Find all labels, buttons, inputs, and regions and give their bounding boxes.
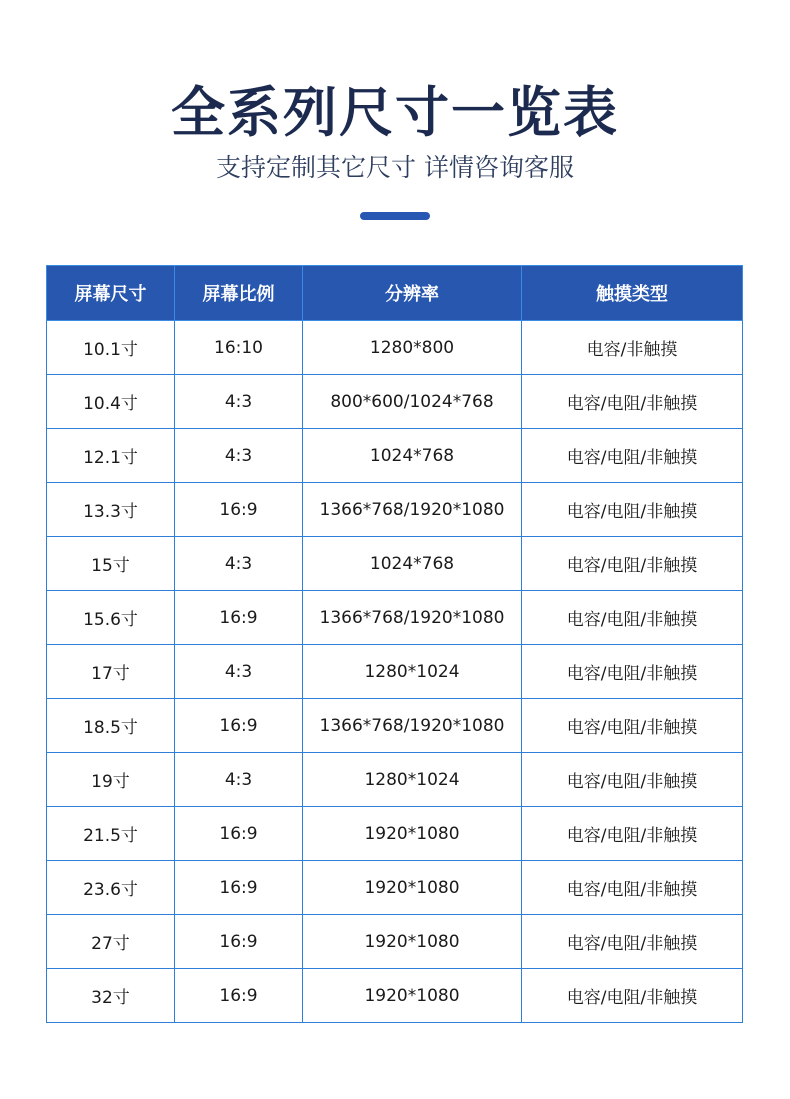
- cell-screen-size: 15寸: [47, 537, 175, 591]
- header-resolution: 分辨率: [303, 266, 522, 321]
- cell-touch-type: 电容/电阻/非触摸: [522, 483, 743, 537]
- cell-aspect-ratio: 4:3: [175, 537, 303, 591]
- cell-resolution: 1366*768/1920*1080: [303, 591, 522, 645]
- cell-screen-size: 17寸: [47, 645, 175, 699]
- header-screen-size: 屏幕尺寸: [47, 266, 175, 321]
- cell-touch-type: 电容/电阻/非触摸: [522, 807, 743, 861]
- cell-screen-size: 21.5寸: [47, 807, 175, 861]
- cell-aspect-ratio: 16:9: [175, 861, 303, 915]
- table-row: [47, 591, 743, 645]
- cell-aspect-ratio: 16:9: [175, 699, 303, 753]
- cell-resolution: 1920*1080: [303, 915, 522, 969]
- cell-resolution: 1024*768: [303, 537, 522, 591]
- cell-aspect-ratio: 4:3: [175, 375, 303, 429]
- cell-touch-type: 电容/电阻/非触摸: [522, 591, 743, 645]
- cell-touch-type: 电容/非触摸: [522, 321, 743, 375]
- table-row: [47, 807, 743, 861]
- cell-resolution: 1920*1080: [303, 861, 522, 915]
- header-aspect-ratio: 屏幕比例: [175, 266, 303, 321]
- cell-touch-type: 电容/电阻/非触摸: [522, 753, 743, 807]
- cell-touch-type: 电容/电阻/非触摸: [522, 969, 743, 1023]
- cell-resolution: 1366*768/1920*1080: [303, 483, 522, 537]
- cell-aspect-ratio: 16:9: [175, 969, 303, 1023]
- cell-aspect-ratio: 16:9: [175, 591, 303, 645]
- cell-resolution: 1280*1024: [303, 645, 522, 699]
- title-divider: [360, 212, 430, 220]
- cell-touch-type: 电容/电阻/非触摸: [522, 429, 743, 483]
- cell-aspect-ratio: 4:3: [175, 753, 303, 807]
- cell-aspect-ratio: 16:9: [175, 915, 303, 969]
- cell-resolution: 1920*1080: [303, 807, 522, 861]
- cell-aspect-ratio: 16:9: [175, 483, 303, 537]
- cell-screen-size: 15.6寸: [47, 591, 175, 645]
- table-row: [47, 483, 743, 537]
- cell-aspect-ratio: 4:3: [175, 645, 303, 699]
- page-title: 全系列尺寸一览表: [171, 81, 619, 144]
- cell-resolution: 1024*768: [303, 429, 522, 483]
- cell-resolution: 1366*768/1920*1080: [303, 699, 522, 753]
- cell-aspect-ratio: 16:10: [175, 321, 303, 375]
- table-row: [47, 861, 743, 915]
- table-row: [47, 969, 743, 1023]
- cell-screen-size: 27寸: [47, 915, 175, 969]
- cell-touch-type: 电容/电阻/非触摸: [522, 537, 743, 591]
- table-row: [47, 915, 743, 969]
- size-spec-table: [46, 265, 743, 1023]
- cell-aspect-ratio: 4:3: [175, 429, 303, 483]
- table-row: [47, 429, 743, 483]
- cell-screen-size: 12.1寸: [47, 429, 175, 483]
- table-row: [47, 537, 743, 591]
- table-row: [47, 645, 743, 699]
- cell-touch-type: 电容/电阻/非触摸: [522, 861, 743, 915]
- table-row: [47, 699, 743, 753]
- header-touch-type: 触摸类型: [522, 266, 743, 321]
- cell-resolution: 1280*800: [303, 321, 522, 375]
- table-body: [47, 321, 743, 1023]
- cell-resolution: 800*600/1024*768: [303, 375, 522, 429]
- table-header-row: [47, 266, 743, 321]
- cell-touch-type: 电容/电阻/非触摸: [522, 645, 743, 699]
- cell-resolution: 1280*1024: [303, 753, 522, 807]
- cell-touch-type: 电容/电阻/非触摸: [522, 699, 743, 753]
- cell-resolution: 1920*1080: [303, 969, 522, 1023]
- cell-touch-type: 电容/电阻/非触摸: [522, 375, 743, 429]
- table-row: [47, 753, 743, 807]
- cell-screen-size: 23.6寸: [47, 861, 175, 915]
- table-row: [47, 321, 743, 375]
- cell-touch-type: 电容/电阻/非触摸: [522, 915, 743, 969]
- table-row: [47, 375, 743, 429]
- cell-aspect-ratio: 16:9: [175, 807, 303, 861]
- cell-screen-size: 18.5寸: [47, 699, 175, 753]
- cell-screen-size: 10.1寸: [47, 321, 175, 375]
- cell-screen-size: 13.3寸: [47, 483, 175, 537]
- cell-screen-size: 10.4寸: [47, 375, 175, 429]
- cell-screen-size: 19寸: [47, 753, 175, 807]
- cell-screen-size: 32寸: [47, 969, 175, 1023]
- page-subtitle: 支持定制其它尺寸 详情咨询客服: [216, 153, 574, 182]
